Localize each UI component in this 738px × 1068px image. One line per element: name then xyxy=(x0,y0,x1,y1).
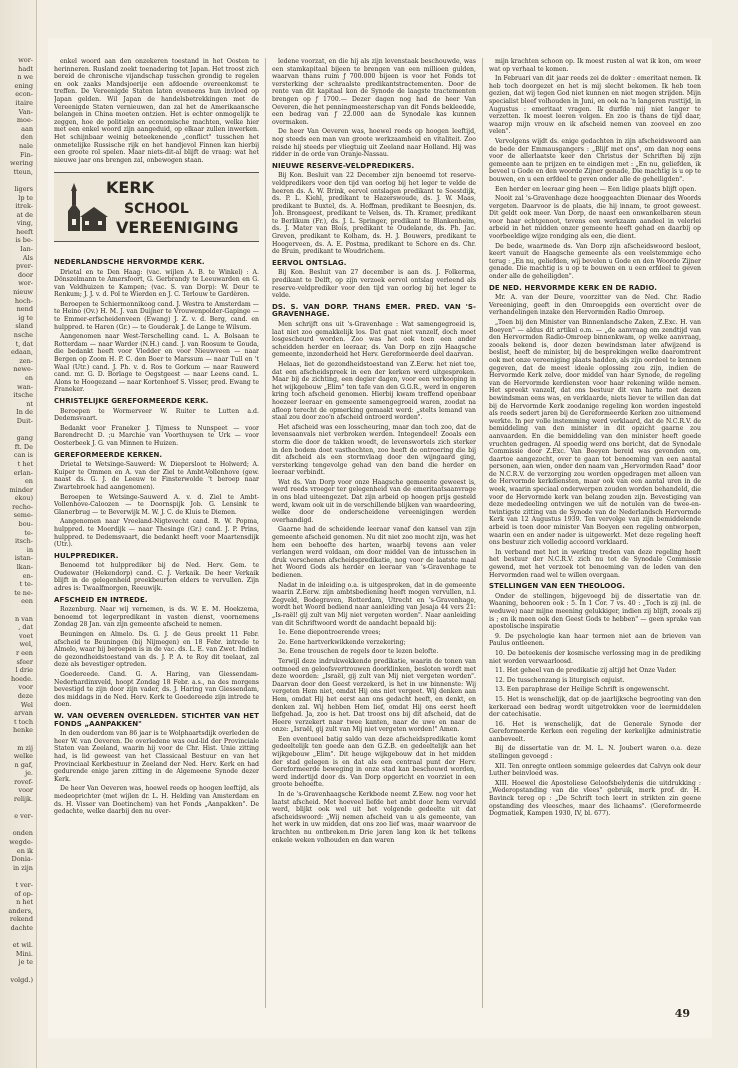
article-paragraph: In de 's-Gravenhaagsche Kerkbode neemt Z.Eew. nog voor het laatst afscheid. Met hoeveel liefde het ambt door hem vervuld werd, blijkt ook wel uit het volgende gedeelte uit dat afscheidswoord: „Wij nemen afscheid van u als gemeente, van het werk in uw midden, dat ons zoo lief was, maar waarvoor de krachten nu ontbreken.m Drie jaren lang kon ik het telkens enkele weken volhouden en dan waren xyxy=(272,791,476,844)
article-paragraph: De bede, waarmede ds. Van Dorp zijn afscheidswoord besloot, keert vanuit de Haagsche gemeente als een veelstemmige echo terug : „En nu, geliefden, wij bevelen u Gode en den Woorde Zijner genade. Die machtig is u op te bouwen en u een erfdeel te geven onder alle de geheiligden". xyxy=(489,242,701,281)
column-3 xyxy=(489,58,701,1013)
section-heading: DS. S. VAN DORP. THANS EMER. PRED. VAN 'S-GRAVENHAGE. xyxy=(272,302,476,319)
newspaper-page xyxy=(48,38,712,1038)
article-paragraph: Helaas, liet de gezondheidstoestand van Z.Eerw. het niet toe, dat een afscheidspreek in een der kerken werd uitgesproken. Maar bij de zichting, een degier dagen, voor een verkooping in het wijkgebouw „Elim" ten tafe van den G.G.R., werd in engeren kring toch afscheid genomen. Hierbij kwam treffend openbaar hoezeer leeraar en gemeente samengegroeid waren, zoodat na afloop terecht de opmerking gemaakt werd: „stelts lemand van staal zou door zoo'n afscheid ontroerd worden". xyxy=(272,360,476,422)
article-paragraph: Nadat in de inleiding o.a. is uitgesproken, dat in de gemeente waarin Z.Eerw. zijn ambtsbediening heeft mogen vervullen, n.l. Zegveld, Bodegraven, Rotterdam, Utrecht en 's-Gravenhage, wordt het Woord bediend naar aanleiding van Jesaja 44 vers 21: „Is-raël! gij zult van Mij niet vergeten worden". Naar aanleiding van dit Schriftwoord wordt de aandacht bepaald bij: xyxy=(272,581,476,627)
article-paragraph: 2e. Eene hartverkwikkende verzekering; xyxy=(278,638,406,646)
article-paragraph: enkel woord aan den onzekeren toestand in het Oosten te herinneren. Rusland zoekt toenadering tot Japan. Het troost zich bereid de chronische vijandschap tusschen grondig te regelen en ook zaaks Mandsjoerije een afdoende overeenkomst te treffen. De Vereenigde Staten laten eveneens hun invloed op Japan gelden. Wil Japan de handelsbetrekkingen met de Vereenigde Staten vernieuwen, dan zal het de Amerikaansche belangen in China moeten ontzien. Het is echter onmogelijk te zeggen, hoe de politieke en economische machten, welke hier met een enkel woord zijn aangeduid, op elkaar zullen inwerken. Het schijnbaar weinig beteekenende „conflict" tusschen het onmetelijke Russische rijk en het handjevol Finnen kan hierbij een groote rol spelen. Maar niets-dit-al blijft de vraag: wat het nieuwe jaar ons brengen zal, onbewogen staan. xyxy=(54,58,259,164)
article-paragraph: In verband met het in werking treden van deze regeling heeft het bestuur der N.C.R.V. zich nu tot de Synodale Commissie gewend, met het verzoek tot benoeming van de leden van den Hervormden raad wel te willen overgaan. xyxy=(489,548,701,579)
article-paragraph: 3e. Eene trouschen de regels door te lezen belofte. xyxy=(278,648,439,656)
logo-word-vereeniging: VEREENIGING xyxy=(116,218,239,238)
article-paragraph: XIII. Hoewel die Apostoliese Geloofsbelydenis die uitdrukking : „Wederopstanding van die vlees" gebruik, merk prof. dr. H. Bavinck tereg op : „De Schrift toch leert in strikten zin geene opstanding des vleesches, maar des lichaams". (Gereformeerde Dogmatiek, Kampen 1930, IV, bl. 677). xyxy=(489,779,701,818)
column-divider xyxy=(265,58,266,1008)
article-paragraph: Bij Kon. Besluit van 27 december is aan ds. J. Folkerma, predikant te Delft, op zijn verzoek eervol ontslag verleend als reserve-veldprediker voor den tijd van oorlog bij het leger te velde. xyxy=(272,269,476,300)
column-2 xyxy=(272,58,476,1013)
article-paragraph: XII. Ten onregte ontleen sommige geleerdes dat Calvyn ook deur Luther beinvloed was. xyxy=(489,762,701,778)
previous-page-gutter xyxy=(0,0,37,1068)
article-paragraph: Terwijl deze indrukwekkende predikatie, waarin de tonen van ootmoed en geloofsvertrouwen doorklinken, besloten wordt met deze woorden: „Israël, gij zult van Mij niet vergeten worden". Daarvan door den Geest verzekerd, is het in uw binnenste: Wij vergeten Hem niet, omdat Hij ons niet vergeet. Wij denken aan Hem, omdat Hij het eerst aan ons gedacht heeft, en denkt, en denken zal. Wij hebben Hem lief, omdat Hij ons eerst heeft liefgehad. Ja, zoo is het. Dat troost ons bij dit afscheid, dat de Heere verzekert naar twee kanten, naar de uwe en naar de onze: „Israël, gij zult van Mij niet vergeten worden!" Amen. xyxy=(272,657,476,734)
article-paragraph: Aangenomen naar West-Terschelling cand. L. A. Bolsaan te Rotterdam — naar Warder (N.H.) cand. J. van Roosum te Gouda, die bedankt heeft voor Vledder en voor Nieuwveen — naar Bergen op Zoom H. P. C. den Boer te Marssum — naar Tull en 't Waal (Utr.) cand. J. Ph. v. d. Ros te Gorkum — naar Rauwerd cand. mr. G. D. Borlage te Oegstgeest — naar Leens cand. L. Alons te Hoogezand — naar Kortenhoef S. Visser, pred. Ewang te Franeker. xyxy=(54,333,259,394)
logo-block xyxy=(54,166,259,255)
article-paragraph: Bij de dissertatie van dr. M. L. N. Joubert waren o.a. deze stellingen gevoegd : xyxy=(489,745,701,761)
article-paragraph: De heer Van Oeveren was, hoewel reeds op hoogen leeftijd, nog steeds een man van groote werkzaamheid en vitaliteit. Zoo reisde hij steeds per vliegtuig uit Zeeland naar Holland. Hij was ridder in de orde van Oranje-Nassau. xyxy=(272,128,476,159)
article-paragraph: Men schrijft ons uit 's-Gravenhage : Wat samengegroeid is, laat niet zoo gemakkelijk los. Dat gaat niet vanzelf, doch moet losgescheurd worden. Zoo was het ook toen een ander scheidden herder en leeraar, ds. Van Dorp en zijn Haagsche gemeente, inzonderheid het Herv. Gereformeerde deel daarvan. xyxy=(272,321,476,359)
page-number: 49 xyxy=(674,1007,690,1020)
article-paragraph: Drietal en te Den Haag: (vac. wijlen A. B. te Winkel) : A. Dönszelmann te Amersfoort, G. Gerbrandy te Leeuwarden en G. van Veldhuizen te Kampen; (vac. S. van Dorp): W. Deur te Renkum; J. J. v. d. Pol te Wierden en J. C. Terlouw te Gardèren. xyxy=(54,268,259,299)
article-paragraph: Gaarne had de scheidende leeraar vanaf den kansel van zijn gemeente afscheid genomen. Nu dit niet zoo mocht zijn, was het hem een behoefte des harten, waarbij tevens aan veler verlangen werd voldaan, om door middel van de intusschen in druk verschenen afscheidspredikatie, nog voor de laatste maal het Woord Gods als herder en leeraar van 's-Gravenhage te bedienen. xyxy=(272,526,476,579)
article-paragraph: „Toen bij den Minister van Binnenlandsche Zaken, Z.Exc. H. van Boeyen" — aldus dit artikel o.m. — „de aanvraag om zendtijd van den Hervormden Radio-Omroep binnenkwam, op welke aanvraag, zooals bekend is, door dezen bewindsman later afwijzend is beslist, heeft de minister, bij de besprekingen welke daaromtrent ook met onze vereeniging plaats hadden, als zijn oordeel te kennen gegeven, dat de meest ideale oplossing zou zijn, indien de Hervormde Kerk zelve, door middel van haar Synode, de regeling van de Hervormde kerdiensten voor haar rekening wilde nemen. Het spreekt vanzelf, dat ons bestuur dit van harte met dezen bewindsman eens was, en verklaarde, niets liever te willen dan dat bij de Hervormde Kerk zoodanige regeling kon worden ingesteld als reeds sedert jaren bij de Gereformeerde Kerken zoo uitnemend werkte. In per volle instemming werd verklaard, dat de N.C.R.V. de bemiddeling van den minister in dit opzicht gaarne zou aanvaarden. En die bemiddeling van den minister heeft goede vruchten gedragen. Al spoedig werd ons bericht, dat de Synodale Commissie door Z.Exc. Van Boeyen bereid was gevonden om, daartoe aangezocht, over te gaan tot benoeming van een aantal personen, aan wien, onder den naam van „Hervormden Raad" door de N.C.R.V. de verzorging zou worden opgedragen met alleen van de Hervormde kerkdiensten, maar ook van een aantal uren in de week, waarin speciaal onderwerpen zouden worden behandeld, die voor de Hervormde kerk van belang zouden zijn. Bevestiging van deze mededeeling ontvingen we uit de notulen van de twee-en-twintigste zitting van de Synode van de Nederlandsch Hervormde Kerk van 12 Augustus 1939. Ten vervolge van zijn bemiddelende arbeid is toen door minister Van Boeyen een regeling ontworpen, waarin een en ander nader is uitgewerkt. Met deze regeling heeft ons bestuur zich volledig accoord verklaard. xyxy=(489,319,701,547)
article-paragraph: Mr. A. van der Deure, voorzitter van de Ned. Chr. Radio Vereeniging, geeft in den Omroepgids een overzicht over de verhandelingen inzake den Hervormden Radio Omroep. xyxy=(489,294,701,317)
article-paragraph: Bij Kon. Besluit van 22 December zijn benoemd tot reserve-veldpredikers voor den tijd van oorlog bij het leger te velde de heeren ds. A. W. Brink, eervol ontslagen predikant te Soestdijk, ds. P. L. Kiehl, predikant te Hazerswoude, ds. J. W. Maas, predikant te Buxtel, ds. A. Hoffman, predikant te Beesnjen, ds. Joh. Bronsgeest, predikant te Velsen, ds. Th. Kramer, predikant te Berlikum (Fr.), ds. J. L. Springer, predikant te Blankenheim, ds. J. Mater van Blois, predikant te Oudelande, ds. Ph. Jac. Greven, predikant te Kolham, ds. H. J. Bouwers, predikant te Hoogerveen, ds. A. E. Postma, predikant te Schore en ds. Chr. de Bruin, predikant te Woudrichem. xyxy=(272,172,476,256)
article-paragraph: Het afscheid was een losscheuring, maar dan toch zoo, dat de levensaanvals niet verbroken werden. Integendeel! Zooals een storm die door de takken woedt, de levenswortels zich sterker in den bodem doet vasthechten, zoo heeft de ontroering die bij dit afscheid als een stormvlaag door den wijngaard ging, versterking tengevolge gehad van den band die herder en leeraar verbindt. xyxy=(272,423,476,477)
article-paragraph: Rozenburg. Naar wij vernemen, is ds. W. E. M. Hoekzema, benoemd tot legerpredikant in vasten dienst, voornemens Zondag 28 Jan. van zijn gemeente afscheid te nemen. xyxy=(54,606,259,629)
article-paragraph: Drietal te Wetsinge-Sauwerd: W. Diepersloot te Holwerd; A. Kuiper te Ommen en A. van der Ziel te Ambt-Vollenhove (gew. naast ds. G. J. de Leeuw te Finsterwolde 't beroep naar Zwartebroek had aangenomen). xyxy=(54,461,259,491)
article-paragraph: 10. De beteekenis der kosmische verlossing mag in de prediking niet worden verwaarloosd. xyxy=(489,649,701,665)
previous-page-fragments: wor- hadt n we ening econ- itaire Van- moe- aan den nale Fin- wering tteun, ligers lp te itrek- at de ving, heeft is be- Ian- Als pver- door wor- nieuw hoch- nend ig te sland nsche t, dat edaan, zen- newe- en wan- itsche nt In de Duit- gang ft. De can is t het erlan- en minder ekou) recho- seme- bou- te- itsch- in istan- lkan- en- t te- te ne- een n van , dat voet wel, r een sfeer l drie hoede. voor deze Wel arvan t toch henke m zij welke n gaf, je. rovef- voor relijk. e ver- onden wegde- en ik Donia- in zijn t ver- of op- n het anders, rekend dachte et wil. Mini. je te volgd.) xyxy=(8,56,33,984)
article-paragraph: mijn krachten schoon op. Ik moest rusten al wat ik kon, om weer wat op verhaal te komen. xyxy=(489,58,701,73)
section-heading: DE NED. HERVORMDE KERK EN DE RADIO. xyxy=(489,283,657,292)
article-paragraph: Bedankt voor Franeker J. Tijmess te Nunspeet — voor Barendrecht D. ;u Marchie van Voorthuysen te Urk — voor Oosterbeek J. G. van Minnen te Huizen. xyxy=(54,424,259,447)
article-paragraph: Aangenomen naar Vreeland-Nigtevecht cand. R. W. Popma, hulppred. te Moerdijk — naar Thesinge (Gr.) cand. J. P. Prins, hulppred. te Dedemsvaart, die bedankt heeft voor Maartensdijk (Utr.). xyxy=(54,518,259,549)
article-paragraph: 9. De psychologie kan haar termen niet aan de brieven van Paulus ontleenen. xyxy=(489,632,701,648)
column-divider xyxy=(482,58,483,1008)
article-paragraph: 16. Het is wenschelijk, dat de Generale Synode der Gereformeerde Kerken een regeling der kerkelijke administratie aanbeveelt. xyxy=(489,720,701,743)
section-heading: GEREFORMEERDE KERKEN. xyxy=(54,450,163,459)
article-paragraph: Een herder en leeraar ging heen — Een lidige plaats blijft open. xyxy=(495,185,697,193)
article-paragraph: Vervolgens wijdt ds. enige gedachten in zijn afscheidswoord aan de bede der Emmausgangers : „Blijf met ons", om dan nog eens voor de allerlaatste keer den Christus der Schriften bij zijn gemeente aan te prijzen en te eindigen met : „En nu, geliefden, ik beveel u Gode en den woorde Zijner genade, Die machtig is u op te bouwen, en u een erfdeel te geven onder alle de geheiligden". xyxy=(489,137,701,183)
article-paragraph: In den ouderdom van 86 jaar is te Wolphaartsdijk overleden de heer W. van Oeveren. De overledene was oud-lid der Provinciale Staten van Zeeland, waarin hij voor de Chr. Hist. Unie zitting had, is lid geweest van het Classicaal Bestuur en van het Provinciaal Kerkbestuur in Zeeland der Ned. Herv. Kerk en had gedurende enige jaren zitting in de Algemeene Synode dezer Kerk. xyxy=(54,730,259,783)
article-paragraph: Beuningen en Almelo. Ds. G. J. de Geus preekt 11 Febr. afscheid te Beuningen (bij Nijmegen) en 18 Febr. intrede te Almelo, waar hij beroepen is in de vac. ds. L. E. van Zwet. Indien de gezondheidstoestand van ds. J. P. A. te Roy dit toelaat, zal deze als bevestiger optreden. xyxy=(54,631,259,669)
article-paragraph: In Februari van dit jaar reeds zei de dokter : emeritaat nemen. Ik heb toch doorgezet en het is mij slecht bekomen. Ik heb toen gezien, dat wij tegen God niet kunnen en niet mogen strijden. Mijn specialist bleef volhouden in Juni, en ook na 'n langeren rusttijd, in Augustus : emeritaat vragen. Ik durfde mij niet langer te verzetten. Ik moest leeren volgen. En zoo is thans de tijd daar, waarop mijn vrouw en ik afscheid nemen van zooveel en zoo velen". xyxy=(489,75,701,136)
article-paragraph: Benoemd tot hulpprediker bij de Ned. Herv. Gem. te Oudewater (Hekendorp) cand. C. J. Verkaik. De heer Verkaik blijft in de gelegenheid preekbeurten elders te vervullen. Zijn adres is: Twaalfmorgen, Reeuwijk. xyxy=(54,562,259,593)
article-paragraph: De heer Van Oeveren was, hoewel reeds op hoogen leeftijd, als medeoprichter (met wijlen dr. L. H. Helding van Amsterdam en ds. H. Visser van Doetinchem) van het Fonds „Aanpakken". De gedachte, welke daarbij den nu over- xyxy=(54,785,259,816)
article-paragraph: Goedereede. Cand. G. A. Haring, van Giessendam-Nederhardinxveld, hoopt Zondag 18 Febr. a.s., na des morgens bevestigd te zijn door zijn vader, ds. J. Haring van Giessendam, des middags in de Ned. Herv. Kerk te Goedereede zijn intrede te doen. xyxy=(54,671,259,709)
article-paragraph: Nooit zal 's-Gravenhage deze hooggeachten Dienaar des Woords vergeten. Daarvoor is de plaats, die hij innam, te groot geweest. Dit geldt ook meer. Van Dorp, de naast een onwankelbaren steun voor haar echtgenoot, tevens een werkzaam aandeel in velerlei arbeid in het midden onzer gemeente heeft gehad en daarbij op voorbeeldige wijze rondging als een, die dient. xyxy=(489,195,701,241)
section-heading: NEDERLANDSCHE HERVORMDE KERK. xyxy=(54,257,205,266)
article-paragraph: 15. Het is wenschelijk, dat op de jaarlijksche begrooting van den kerkeraad een bedrag wordt uitgetrokken voor de leermiddelen der catechisatie. xyxy=(489,695,701,719)
kerk-school-vereeniging-logo xyxy=(54,172,259,242)
article-paragraph: Beroepen te Wetsinge-Sauwerd A. v. d. Ziel te Ambt-Vollenhove-Caloozen — te Doornspijk Job. G. Lensink te Glanerbrug — te Beverwijk M. W. J. C. de Kluis te Diemen. xyxy=(54,493,259,516)
article-paragraph: Beroepen te Schiermonnikoog cand. J. Westra te Amsterdam — te Heino (Ov.) H. M. J. van Duijner te Vrouwenpolder-Gapinge — te Emmer-erfscheidenveen (Ewang) J. Z. v. d. Berg, cand. en hulppred. te Haren (Gr.) — te Gouderak J. de Lange te Wilsum. xyxy=(54,300,259,331)
article-paragraph: ledene voorzat, en die hij als zijn levenstaak beschouwde, was een stamkapitaal bijeen te brengen van een millioen gulden, waarvan thans ruim ƒ 700.000 bijeen is voor het Fonds tot versterking der schraalste predikantstractementen. Door de rente van dit kapitaal kon de Synode de laagste tractementen brengen op ƒ 1700.— Dezer dagen nog had de heer Van Oeveren, die het penningmeesterschap van dit Fonds bekleedde, een bedrag van ƒ 22.000 aan de Synodale kas kunnen overmaken. xyxy=(272,58,476,126)
section-heading: NIEUWE RESERVE-VELDPREDIKERS. xyxy=(272,161,415,170)
article-paragraph: Onder de stellingen, bijgevoegd bij de dissertatie van dr. Waaning, behooren ook : 5. In 1 Cor. 7 vs. 40 : „Toch is zij (nl. de weduwe) naar mijne meening gelukkiger, indien zij blijft, zooals zij is ; en ik meen ook den Geest Gods te hebben" — geen sprake van apostolische inspiratie xyxy=(489,592,701,631)
section-heading: CHRISTELIJKE GEREFORMEERDE KERK. xyxy=(54,397,209,405)
article-paragraph: Een eventueel batig saldo van deze afscheidspredikatie komt gedeeltelijk ten goede aan den G.Z.B. en gedeeltelijk aan het wijkgebouw „Elim". Dit heuge wijkgebouw dat in het midden der stad gelegen is en dat als een centraal punt der Herv. Gereformeerde beweging in onze stad kan beschouwd worden, werd indertijd door ds. Van Dorp opgericht en voorziet in een groote behoefte. xyxy=(272,735,476,789)
section-heading: EERVOL ONTSLAG. xyxy=(272,258,347,267)
article-paragraph: 11. Het geheel van de predikatie zij altijd het Onze Vader. xyxy=(495,667,677,675)
section-heading: W. VAN OEVEREN OVERLEDEN. STICHTER VAN HET FONDS „AANPAKKEN" xyxy=(54,711,259,728)
article-paragraph: 12. De tusschenzang is liturgisch onjuist. xyxy=(495,676,625,684)
logo-word-kerk: KERK xyxy=(106,178,155,198)
section-heading: AFSCHEID EN INTREDE. xyxy=(54,595,148,604)
logo-word-school: SCHOOL xyxy=(124,201,189,218)
article-paragraph: 13. Een paraphrase der Heilige Schrift is ongewenscht. xyxy=(495,686,670,694)
section-heading: STELLINGEN VAN EEN THEOLOOG. xyxy=(489,582,626,591)
article-paragraph: Wat ds. Van Dorp voor onze Haagsche gemeente geweest is, werd reeds vroeger ter gelegenheid van de emeritaatsaanvrage in ons blad uiteengezet. Dat zijn arbeid op hoogen prijs gesteld werd, kwam ook uit in de verschillende blijken van waardeering, welke door de onderscheidene vereenigingen werden overhandigd. xyxy=(272,478,476,524)
article-paragraph: 1e. Eene diepontroerende vrees; xyxy=(278,629,381,637)
section-heading: HULPPREDIKER. xyxy=(54,551,119,560)
column-1 xyxy=(54,58,259,1013)
article-paragraph: Beroepen te Wormerveer W. Ruiter te Lutten a.d. Dedemsvaart. xyxy=(54,407,259,423)
